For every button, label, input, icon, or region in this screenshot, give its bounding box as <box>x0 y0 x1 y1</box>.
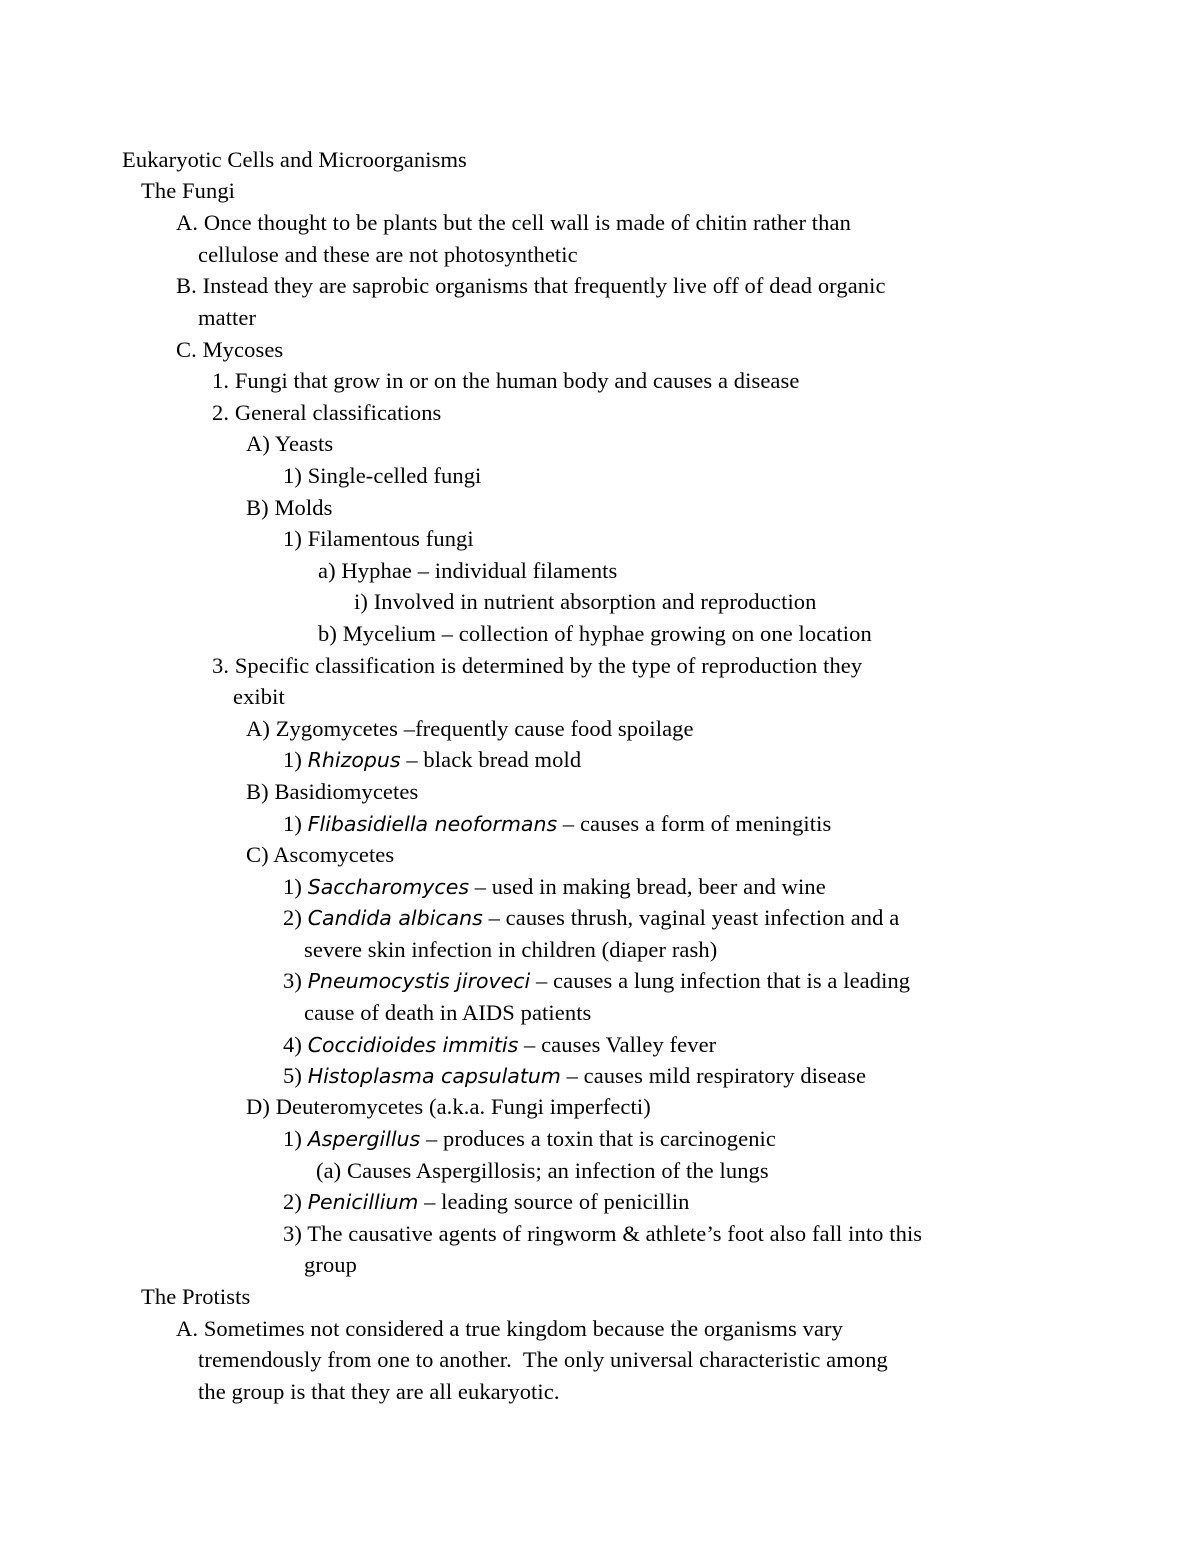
deuteromycetes-item-3-continued <box>304 1249 357 1281</box>
list-marker: C) <box>246 842 269 867</box>
list-text: Deuteromycetes (a.k.a. Fungi imperfecti) <box>275 1094 651 1119</box>
list-text: Mycelium – collection of hyphae growing on one location <box>342 621 872 646</box>
list-text: the group is that they are all eukaryotic. <box>198 1379 560 1404</box>
list-text: Specific classification is determined by the type of reproduction they <box>234 653 863 678</box>
list-text: Sometimes not considered a true kingdom because the organisms vary <box>203 1316 843 1341</box>
list-marker: C. <box>176 337 197 362</box>
heading-text: The Protists <box>141 1284 251 1309</box>
class-basidiomycetes <box>246 776 418 808</box>
list-marker: 2) <box>283 1189 302 1214</box>
hyphae-detail <box>354 586 817 618</box>
list-text: Single-celled fungi <box>307 463 482 488</box>
ascomycetes-item-1 <box>283 871 826 904</box>
list-marker: (a) <box>316 1158 342 1183</box>
molds-item-1 <box>283 523 474 555</box>
ascomycetes-item-4 <box>283 1029 716 1062</box>
list-marker: A) <box>246 431 270 456</box>
list-marker: 3) <box>283 968 302 993</box>
document-title <box>122 144 467 176</box>
list-marker: 4) <box>283 1032 302 1057</box>
list-marker: 2) <box>283 905 302 930</box>
list-text: exibit <box>233 684 285 709</box>
species-name: Pneumocystis jiroveci <box>307 969 531 993</box>
ascomycetes-item-2-continued <box>304 934 717 966</box>
list-text: Ascomycetes <box>273 842 395 867</box>
list-text: cause of death in AIDS patients <box>304 1000 592 1025</box>
section-heading-protists <box>141 1281 250 1313</box>
list-marker: 5) <box>283 1063 302 1088</box>
list-text: General classifications <box>234 400 442 425</box>
mycoses-item-3-continued <box>233 681 285 713</box>
list-marker: B) <box>246 779 269 804</box>
list-text: Involved in nutrient absorption and reproduction <box>373 589 817 614</box>
list-marker: a) <box>318 558 336 583</box>
list-text: – causes Valley fever <box>518 1032 717 1057</box>
list-text: Causes Aspergillosis; an infection of the lungs <box>347 1158 769 1183</box>
species-name: Coccidioides immitis <box>307 1033 519 1057</box>
list-text: – used in making bread, beer and wine <box>469 874 826 899</box>
deuteromycetes-item-2 <box>283 1186 690 1219</box>
protists-point-a-continued-2 <box>198 1376 560 1408</box>
list-marker: D) <box>246 1094 270 1119</box>
list-marker: A. <box>176 1316 199 1341</box>
deuteromycetes-item-1-sub <box>316 1155 769 1187</box>
list-text: – leading source of penicillin <box>418 1189 690 1214</box>
fungi-point-b-continued <box>198 302 256 334</box>
list-marker: 1) <box>283 1126 302 1151</box>
title-text: Eukaryotic Cells and Microorganisms <box>122 147 467 172</box>
classification-yeasts <box>246 428 333 460</box>
list-marker: B. <box>176 273 197 298</box>
list-marker: 3. <box>212 653 230 678</box>
list-marker: 1. <box>212 368 230 393</box>
protists-point-a-continued <box>198 1344 888 1376</box>
list-text: Mycoses <box>202 337 284 362</box>
species-name: Candida albicans <box>307 906 483 930</box>
list-marker: 1) <box>283 526 302 551</box>
list-text: – causes mild respiratory disease <box>560 1063 867 1088</box>
list-text: tremendously from one to another. The only universal characteristic among <box>198 1347 888 1372</box>
list-marker: 1) <box>283 463 302 488</box>
ascomycetes-item-5 <box>283 1060 866 1093</box>
deuteromycetes-item-3 <box>283 1218 922 1250</box>
zygomycetes-item-1 <box>283 744 581 777</box>
species-name: Histoplasma capsulatum <box>307 1064 561 1088</box>
list-marker: A. <box>176 210 199 235</box>
list-text: group <box>304 1252 357 1277</box>
list-text: Filamentous fungi <box>307 526 474 551</box>
list-marker: 1) <box>283 811 302 836</box>
list-text: Once thought to be plants but the cell wall is made of chitin rather than <box>203 210 851 235</box>
species-name: Saccharomyces <box>307 875 469 899</box>
mycoses-item-3 <box>212 650 862 682</box>
species-name: Rhizopus <box>307 748 401 772</box>
list-text: – causes a lung infection that is a leading <box>530 968 911 993</box>
mycoses-item-1 <box>212 365 799 397</box>
list-text: Zygomycetes –frequently cause food spoilage <box>275 716 694 741</box>
class-ascomycetes <box>246 839 394 871</box>
mycoses-item-2 <box>212 397 441 429</box>
fungi-point-b <box>176 270 886 302</box>
deuteromycetes-item-1 <box>283 1123 776 1156</box>
basidiomycetes-item-1 <box>283 808 831 841</box>
list-text: Basidiomycetes <box>274 779 419 804</box>
class-deuteromycetes <box>246 1091 651 1123</box>
list-marker: B) <box>246 495 269 520</box>
species-name: Aspergillus <box>307 1127 421 1151</box>
list-text: – produces a toxin that is carcinogenic <box>420 1126 776 1151</box>
list-marker: 3) <box>283 1221 302 1246</box>
list-text: Molds <box>274 495 333 520</box>
protists-point-a <box>176 1313 843 1345</box>
list-text: severe skin infection in children (diaper rash) <box>304 937 718 962</box>
fungi-point-c <box>176 334 283 366</box>
molds-mycelium <box>318 618 872 650</box>
list-marker: i) <box>354 589 368 614</box>
list-text: – causes a form of meningitis <box>557 811 832 836</box>
list-text: The causative agents of ringworm & athlete’s foot also fall into this <box>307 1221 923 1246</box>
yeasts-item-1 <box>283 460 481 492</box>
fungi-point-a-continued <box>198 239 578 271</box>
molds-hyphae <box>318 555 617 587</box>
list-marker: 1) <box>283 874 302 899</box>
list-text: cellulose and these are not photosynthetic <box>198 242 578 267</box>
list-marker: 2. <box>212 400 230 425</box>
list-text: Instead they are saprobic organisms that frequently live off of dead organic <box>202 273 886 298</box>
list-text: matter <box>198 305 257 330</box>
species-name: Penicillium <box>307 1190 419 1214</box>
list-text: Yeasts <box>274 431 334 456</box>
section-heading-fungi <box>141 175 235 207</box>
fungi-point-a <box>176 207 851 239</box>
ascomycetes-item-3-continued <box>304 997 591 1029</box>
ascomycetes-item-3 <box>283 965 910 998</box>
list-marker: 1) <box>283 747 302 772</box>
list-marker: A) <box>246 716 270 741</box>
list-text: – causes thrush, vaginal yeast infection and a <box>482 905 900 930</box>
species-name: Flibasidiella neoformans <box>307 812 558 836</box>
ascomycetes-item-2 <box>283 902 899 935</box>
heading-text: The Fungi <box>141 178 236 203</box>
classification-molds <box>246 492 332 524</box>
class-zygomycetes <box>246 713 694 745</box>
list-text: – black bread mold <box>400 747 582 772</box>
list-marker: b) <box>318 621 337 646</box>
list-text: Fungi that grow in or on the human body and causes a disease <box>234 368 800 393</box>
list-text: Hyphae – individual filaments <box>341 558 618 583</box>
